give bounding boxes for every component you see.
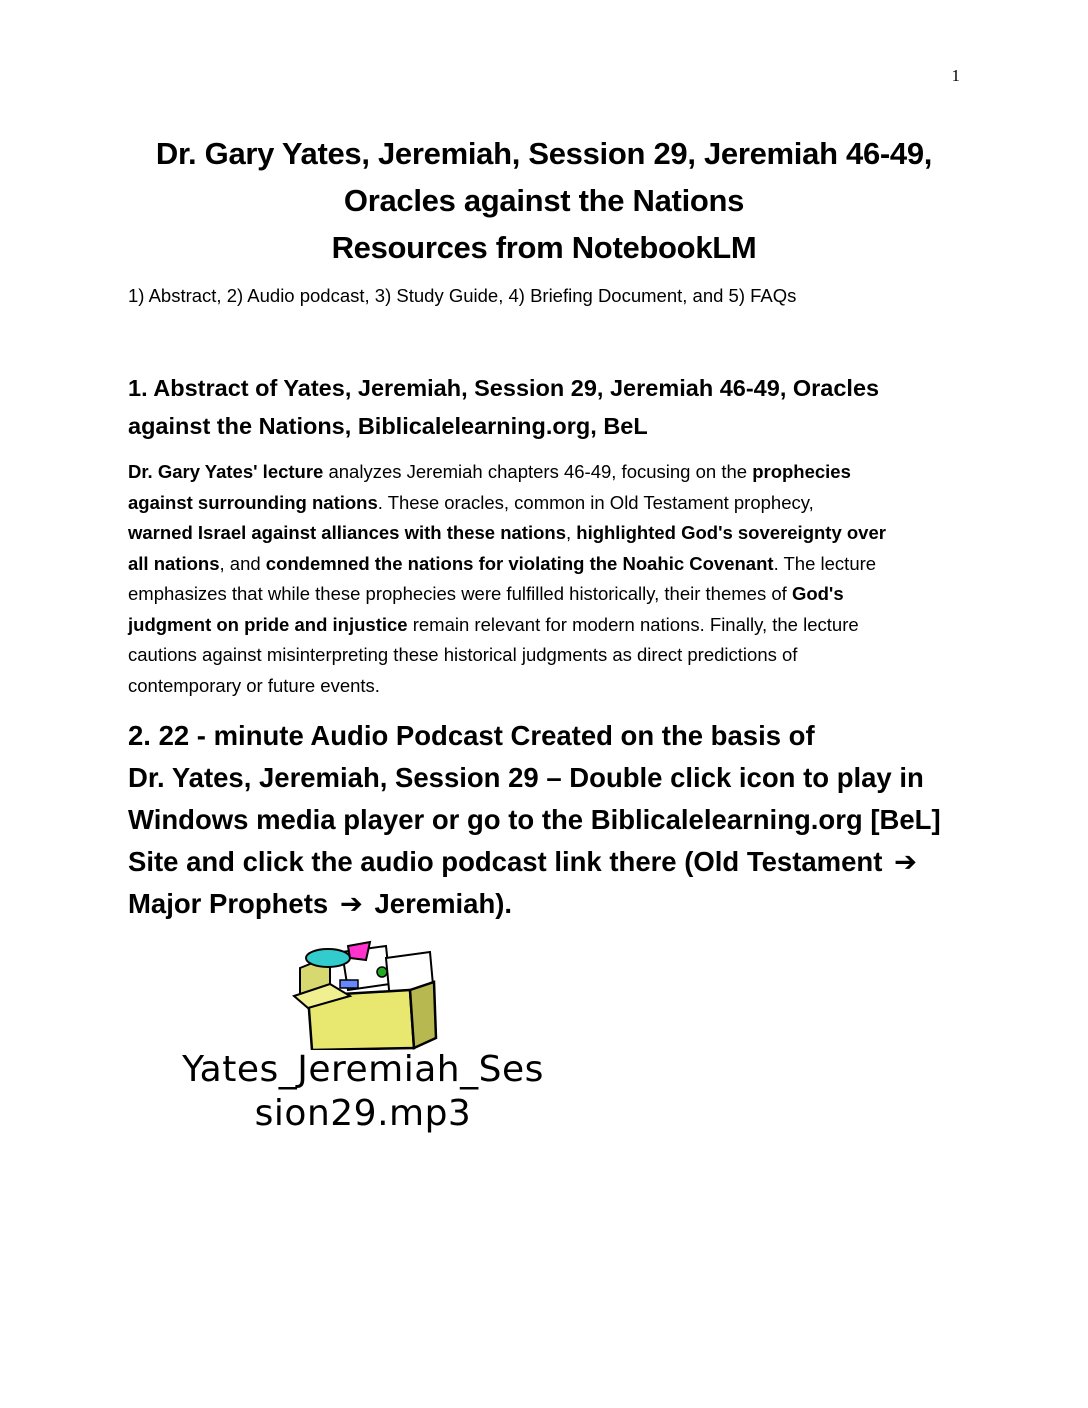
arrow-right-icon: ➔ — [339, 888, 363, 919]
title-line-3: Resources from NotebookLM — [331, 230, 757, 265]
media-file-name[interactable] — [128, 1048, 598, 1136]
abstract-heading-line-2: against the Nations, Biblicalelearning.org, BeL — [128, 413, 648, 439]
package-icon[interactable] — [290, 938, 440, 1050]
podcast-heading-line: Dr. Yates, Jeremiah, Session 29 – Double click icon to play in — [128, 762, 924, 793]
podcast-heading — [128, 715, 988, 925]
title-line-2: Oracles against the Nations — [343, 183, 745, 218]
abstract-line: against surrounding nations. These oracles, common in Old Testament prophecy, — [128, 491, 814, 513]
abstract-line: Dr. Gary Yates' lecture analyzes Jeremiah chapters 46-49, focusing on the prophecies — [128, 461, 851, 482]
document-title — [60, 130, 1028, 271]
abstract-heading — [128, 369, 968, 445]
abstract-line: emphasizes that while these prophecies were fulfilled historically, their themes of God's — [128, 583, 844, 604]
resource-list: 1) Abstract, 2) Audio podcast, 3) Study Guide, 4) Briefing Document, and 5) FAQs — [128, 285, 797, 306]
page-number: 1 — [951, 66, 960, 85]
abstract-paragraph — [128, 457, 968, 701]
file-name-line-2: sion29.mp3 — [254, 1093, 472, 1134]
abstract-line: judgment on pride and injustice remain relevant for modern nations. Finally, the lecture — [128, 613, 859, 635]
file-name-line-1: Yates_Jeremiah_Ses — [182, 1049, 544, 1090]
abstract-line: warned Israel against alliances with these nations, highlighted God's sovereignty over — [128, 522, 886, 543]
title-line-1: Dr. Gary Yates, Jeremiah, Session 29, Jeremiah 46-49, — [155, 136, 933, 171]
abstract-line: cautions against misinterpreting these historical judgments as direct predictions of — [128, 644, 798, 665]
podcast-heading-line: Major Prophets ➔ Jeremiah). — [128, 883, 988, 925]
abstract-line: contemporary or future events. — [128, 674, 380, 696]
arrow-right-icon: ➔ — [894, 846, 918, 877]
podcast-heading-line: 2. 22 - minute Audio Podcast Created on the basis of — [128, 720, 815, 751]
abstract-line: all nations, and condemned the nations for violating the Noahic Covenant. The lecture — [128, 552, 877, 574]
podcast-heading-line: Windows media player or go to the Biblicalelearning.org [BeL] — [128, 804, 941, 835]
abstract-heading-line-1: 1. Abstract of Yates, Jeremiah, Session 29, Jeremiah 46-49, Oracles — [128, 375, 880, 401]
podcast-heading-line: Site and click the audio podcast link there (Old Testament ➔ — [128, 841, 988, 883]
